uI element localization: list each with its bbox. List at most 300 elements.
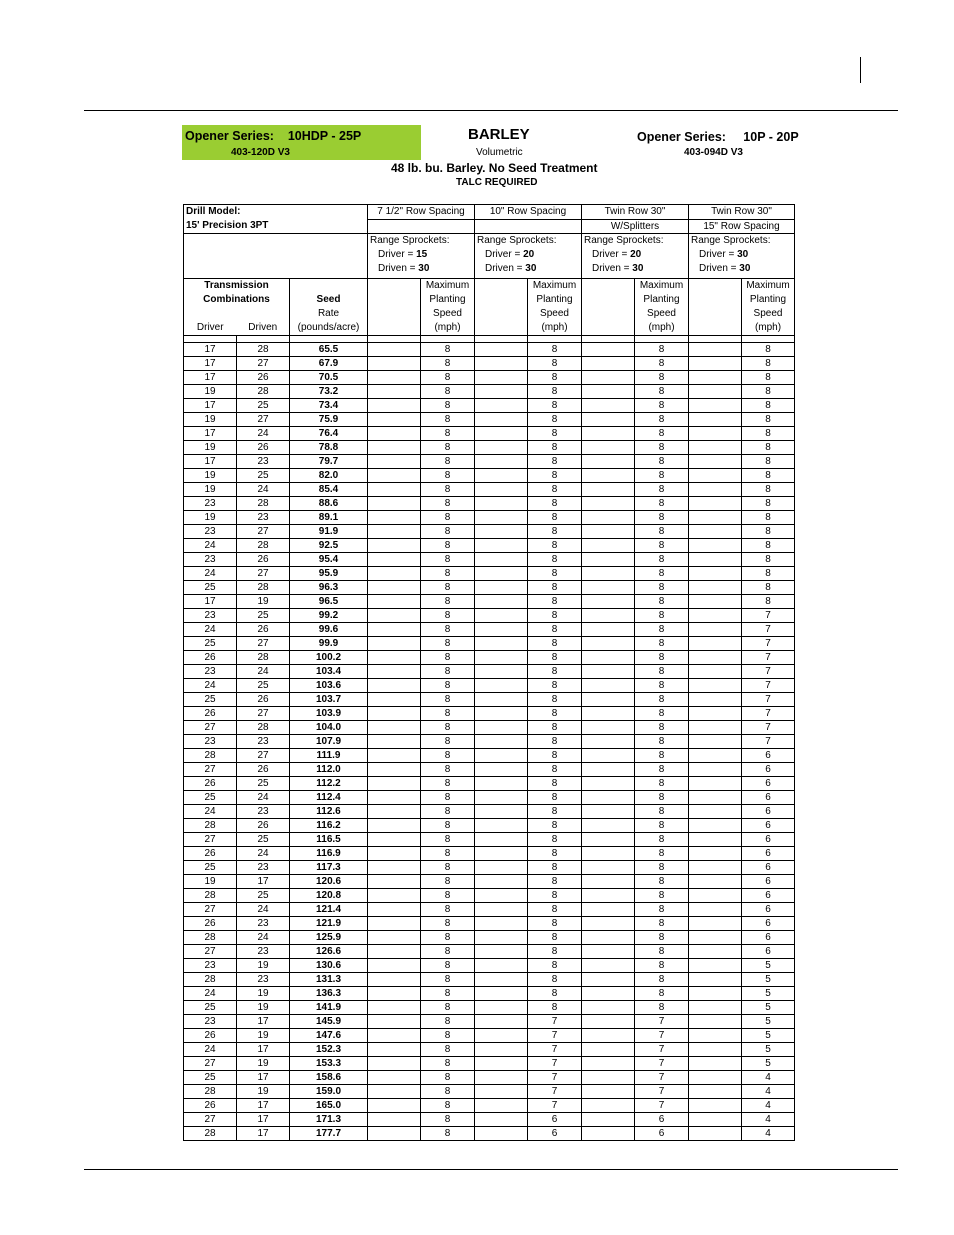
driver-cell: 28 <box>184 931 237 945</box>
blank-cell <box>689 1071 742 1085</box>
blank-cell <box>582 1127 635 1141</box>
blank-cell <box>582 1029 635 1043</box>
blank-cell <box>582 973 635 987</box>
blank-cell <box>689 833 742 847</box>
driver-cell: 25 <box>184 1001 237 1015</box>
blank-cell <box>582 497 635 511</box>
seed-rate-cell: 120.6 <box>290 875 368 889</box>
blank-cell <box>368 651 421 665</box>
max-speed-cell: 8 <box>421 581 475 595</box>
max-speed-cell: 6 <box>635 1113 689 1127</box>
driver-cell: 26 <box>184 707 237 721</box>
driven-cell: 26 <box>237 441 290 455</box>
max-speed-cell: 5 <box>742 1015 795 1029</box>
table-row <box>184 735 795 749</box>
max-speed-cell: 4 <box>742 1099 795 1113</box>
opener-series-left-box <box>182 125 421 160</box>
max-speed-cell: 6 <box>742 945 795 959</box>
blank-cell <box>475 805 528 819</box>
table-row <box>184 427 795 441</box>
table-row <box>184 553 795 567</box>
max-speed-cell: 8 <box>528 861 582 875</box>
max-speed-cell: 8 <box>742 441 795 455</box>
blank-cell <box>475 679 528 693</box>
blank-cell <box>475 455 528 469</box>
spacing-2-title: 10" Row Spacing <box>475 205 582 220</box>
max-speed-cell: 8 <box>421 1057 475 1071</box>
seed-rate-cell: 125.9 <box>290 931 368 945</box>
max-speed-cell: 8 <box>528 455 582 469</box>
driver-cell: 25 <box>184 1071 237 1085</box>
blank-cell <box>475 539 528 553</box>
talc-note: TALC REQUIRED <box>456 177 538 188</box>
blank-header-2 <box>475 279 528 336</box>
driven-cell: 28 <box>237 497 290 511</box>
driver-cell: 24 <box>184 567 237 581</box>
max-speed-header-line3: Speed <box>540 308 569 319</box>
seed-rate-cell: 130.6 <box>290 959 368 973</box>
blank-cell <box>689 791 742 805</box>
blank-cell <box>475 469 528 483</box>
blank-cell <box>368 637 421 651</box>
driver-cell: 28 <box>184 889 237 903</box>
opener-series-left-code: 403-120D V3 <box>231 147 290 158</box>
seed-rate-cell: 171.3 <box>290 1113 368 1127</box>
driver-cell: 25 <box>184 581 237 595</box>
blank-cell <box>475 861 528 875</box>
blank-cell <box>475 987 528 1001</box>
blank-cell <box>582 609 635 623</box>
spacer-cell <box>290 336 368 343</box>
driven-cell: 19 <box>237 1029 290 1043</box>
max-speed-cell: 8 <box>635 399 689 413</box>
max-speed-cell: 8 <box>421 525 475 539</box>
spacing-4-subtitle: 15" Row Spacing <box>689 219 795 234</box>
spacing-1-driven <box>368 262 474 276</box>
max-speed-cell: 8 <box>421 427 475 441</box>
seed-rate-cell: 75.9 <box>290 413 368 427</box>
blank-cell <box>689 721 742 735</box>
driven-label: Driven = <box>378 263 419 274</box>
blank-cell <box>689 623 742 637</box>
blank-cell <box>689 763 742 777</box>
blank-cell <box>368 609 421 623</box>
seed-rate-rows <box>184 343 795 1141</box>
max-speed-cell: 7 <box>742 707 795 721</box>
blank-cell <box>475 945 528 959</box>
blank-cell <box>582 413 635 427</box>
max-speed-header-line2: Planting <box>429 294 466 305</box>
driven-cell: 25 <box>237 833 290 847</box>
blank-cell <box>582 483 635 497</box>
max-speed-cell: 8 <box>635 581 689 595</box>
blank-cell <box>582 707 635 721</box>
max-speed-cell: 8 <box>528 581 582 595</box>
blank-cell <box>475 609 528 623</box>
max-speed-cell: 8 <box>742 497 795 511</box>
max-speed-cell: 8 <box>421 959 475 973</box>
max-speed-cell: 8 <box>421 875 475 889</box>
table-row <box>184 455 795 469</box>
driver-label: Driver = <box>378 249 417 260</box>
driver-cell: 17 <box>184 357 237 371</box>
blank-cell <box>368 1057 421 1071</box>
seed-rate-cell: 73.4 <box>290 399 368 413</box>
max-speed-cell: 8 <box>528 791 582 805</box>
table-row <box>184 721 795 735</box>
driver-cell: 25 <box>184 637 237 651</box>
spacer-cell <box>475 336 528 343</box>
blank-cell <box>689 595 742 609</box>
blank-cell <box>368 749 421 763</box>
blank-cell <box>582 889 635 903</box>
max-speed-cell: 8 <box>742 469 795 483</box>
max-speed-header-line2: Planting <box>643 294 680 305</box>
table-row <box>184 637 795 651</box>
blank-cell <box>368 791 421 805</box>
driven-cell: 27 <box>237 413 290 427</box>
max-speed-cell: 8 <box>421 399 475 413</box>
max-speed-header-line4: (mph) <box>648 322 675 333</box>
blank-cell <box>689 875 742 889</box>
driven-cell: 19 <box>237 1001 290 1015</box>
blank-cell <box>368 399 421 413</box>
blank-cell <box>368 1001 421 1015</box>
blank-cell <box>475 875 528 889</box>
blank-cell <box>475 623 528 637</box>
max-speed-cell: 6 <box>742 917 795 931</box>
max-speed-cell: 8 <box>635 427 689 441</box>
blank-cell <box>475 357 528 371</box>
seed-rate-cell: 95.9 <box>290 567 368 581</box>
blank-cell <box>689 1001 742 1015</box>
max-speed-cell: 8 <box>635 651 689 665</box>
blank-cell <box>582 567 635 581</box>
max-speed-cell: 7 <box>635 1043 689 1057</box>
driven-cell: 27 <box>237 567 290 581</box>
max-speed-cell: 8 <box>528 651 582 665</box>
table-row <box>184 931 795 945</box>
driven-cell: 26 <box>237 371 290 385</box>
blank-cell <box>582 525 635 539</box>
blank-cell <box>689 469 742 483</box>
blank-cell <box>689 581 742 595</box>
driver-cell: 26 <box>184 1099 237 1113</box>
blank-cell <box>582 931 635 945</box>
driver-cell: 19 <box>184 875 237 889</box>
table-row <box>184 1057 795 1071</box>
driver-cell: 19 <box>184 483 237 497</box>
blank-cell <box>582 693 635 707</box>
driven-cell: 17 <box>237 1113 290 1127</box>
transmission-header-line1: Transmission <box>204 280 269 291</box>
blank-cell <box>582 875 635 889</box>
driven-cell: 25 <box>237 679 290 693</box>
seed-rate-cell: 99.9 <box>290 637 368 651</box>
blank-cell <box>475 1127 528 1141</box>
max-speed-cell: 8 <box>528 665 582 679</box>
max-speed-cell: 8 <box>528 707 582 721</box>
max-speed-cell: 8 <box>421 553 475 567</box>
table-row <box>184 1127 795 1141</box>
max-speed-header-line4: (mph) <box>434 322 461 333</box>
driver-cell: 28 <box>184 1127 237 1141</box>
max-speed-cell: 8 <box>528 959 582 973</box>
blank-cell <box>582 595 635 609</box>
blank-cell <box>368 735 421 749</box>
blank-cell <box>689 1029 742 1043</box>
blank-cell <box>582 791 635 805</box>
driver-label: Driver = <box>699 249 738 260</box>
blank-cell <box>475 595 528 609</box>
max-speed-cell: 8 <box>528 917 582 931</box>
blank-cell <box>475 959 528 973</box>
max-speed-cell: 8 <box>635 903 689 917</box>
blank-cell <box>368 1015 421 1029</box>
driver-cell: 27 <box>184 1057 237 1071</box>
max-speed-cell: 8 <box>528 525 582 539</box>
blank-cell <box>368 469 421 483</box>
seed-rate-cell: 76.4 <box>290 427 368 441</box>
blank-cell <box>368 889 421 903</box>
blank-cell <box>582 987 635 1001</box>
blank-cell <box>582 945 635 959</box>
table-row <box>184 623 795 637</box>
table-row <box>184 987 795 1001</box>
max-speed-cell: 8 <box>635 819 689 833</box>
max-speed-cell: 8 <box>421 931 475 945</box>
blank-cell <box>368 1085 421 1099</box>
spacer-cell <box>528 336 582 343</box>
seed-rate-cell: 120.8 <box>290 889 368 903</box>
seed-rate-cell: 117.3 <box>290 861 368 875</box>
max-speed-cell: 6 <box>742 819 795 833</box>
max-speed-cell: 8 <box>421 357 475 371</box>
blank-cell <box>582 539 635 553</box>
driver-cell: 19 <box>184 511 237 525</box>
driver-cell: 19 <box>184 385 237 399</box>
spacing-2-subtitle <box>475 219 582 234</box>
driver-cell: 26 <box>184 651 237 665</box>
table-row <box>184 469 795 483</box>
table-row <box>184 833 795 847</box>
blank-cell <box>475 581 528 595</box>
blank-cell <box>689 987 742 1001</box>
max-speed-header-line2: Planting <box>536 294 573 305</box>
metering-method: Volumetric <box>476 147 523 158</box>
table-row <box>184 1099 795 1113</box>
table-row <box>184 665 795 679</box>
max-speed-cell: 8 <box>635 595 689 609</box>
max-speed-header-4 <box>742 279 795 336</box>
max-speed-cell: 5 <box>742 1043 795 1057</box>
table-row <box>184 581 795 595</box>
blank-cell <box>689 931 742 945</box>
seed-rate-cell: 67.9 <box>290 357 368 371</box>
max-speed-cell: 8 <box>421 693 475 707</box>
max-speed-cell: 8 <box>528 735 582 749</box>
opener-series-right-title: Opener Series: 10P - 20P <box>637 130 799 144</box>
blank-cell <box>475 497 528 511</box>
max-speed-cell: 8 <box>421 1001 475 1015</box>
max-speed-cell: 7 <box>635 1085 689 1099</box>
blank-cell <box>475 735 528 749</box>
max-speed-cell: 8 <box>421 819 475 833</box>
max-speed-cell: 8 <box>635 833 689 847</box>
seed-rate-header-line3: (pounds/acre) <box>297 322 360 333</box>
max-speed-cell: 6 <box>742 889 795 903</box>
driven-cell: 28 <box>237 343 290 357</box>
max-speed-cell: 7 <box>528 1085 582 1099</box>
table-row <box>184 693 795 707</box>
driven-cell: 27 <box>237 525 290 539</box>
blank-cell <box>475 777 528 791</box>
table-row <box>184 917 795 931</box>
blank-cell <box>689 553 742 567</box>
blank-cell <box>689 1085 742 1099</box>
max-speed-cell: 8 <box>635 343 689 357</box>
max-speed-cell: 6 <box>528 1113 582 1127</box>
blank-cell <box>368 357 421 371</box>
max-speed-cell: 8 <box>528 819 582 833</box>
driven-value: 30 <box>525 263 537 274</box>
max-speed-cell: 8 <box>528 623 582 637</box>
max-speed-header-line4: (mph) <box>541 322 568 333</box>
max-speed-cell: 8 <box>635 497 689 511</box>
table-row <box>184 861 795 875</box>
max-speed-cell: 8 <box>421 889 475 903</box>
opener-series-left-title: Opener Series: 10HDP - 25P <box>185 129 362 143</box>
max-speed-cell: 4 <box>742 1071 795 1085</box>
max-speed-cell: 8 <box>528 931 582 945</box>
max-speed-cell: 8 <box>635 707 689 721</box>
max-speed-header-line4: (mph) <box>754 322 782 333</box>
blank-cell <box>582 441 635 455</box>
header-vertical-rule <box>860 57 861 83</box>
blank-cell <box>582 455 635 469</box>
table-row <box>184 1085 795 1099</box>
max-speed-cell: 8 <box>421 749 475 763</box>
driver-cell: 28 <box>184 973 237 987</box>
driven-cell: 17 <box>237 1099 290 1113</box>
max-speed-cell: 8 <box>421 385 475 399</box>
max-speed-cell: 8 <box>421 735 475 749</box>
max-speed-cell: 7 <box>635 1057 689 1071</box>
driven-cell: 25 <box>237 889 290 903</box>
driver-cell: 25 <box>184 791 237 805</box>
seed-rate-cell: 131.3 <box>290 973 368 987</box>
seed-rate-cell: 103.9 <box>290 707 368 721</box>
max-speed-cell: 5 <box>742 987 795 1001</box>
driver-cell: 24 <box>184 1043 237 1057</box>
max-speed-cell: 8 <box>528 1001 582 1015</box>
driver-cell: 25 <box>184 693 237 707</box>
max-speed-cell: 8 <box>635 805 689 819</box>
blank-cell <box>368 483 421 497</box>
max-speed-cell: 6 <box>742 763 795 777</box>
driver-cell: 23 <box>184 497 237 511</box>
max-speed-header-line1: Maximum <box>425 280 470 291</box>
blank-cell <box>368 371 421 385</box>
blank-cell <box>368 847 421 861</box>
max-speed-cell: 8 <box>635 623 689 637</box>
max-speed-cell: 8 <box>635 945 689 959</box>
crop-title: BARLEY <box>468 126 530 143</box>
table-row <box>184 791 795 805</box>
seed-rate-cell: 65.5 <box>290 343 368 357</box>
blank-cell <box>368 721 421 735</box>
table-row <box>184 777 795 791</box>
driver-cell: 17 <box>184 399 237 413</box>
blank-header-4 <box>689 279 742 336</box>
table-row <box>184 595 795 609</box>
driven-cell: 23 <box>237 735 290 749</box>
blank-cell <box>475 707 528 721</box>
max-speed-cell: 8 <box>421 1127 475 1141</box>
blank-cell <box>582 749 635 763</box>
driver-cell: 26 <box>184 1029 237 1043</box>
spacing-3-driven <box>582 262 688 276</box>
driven-cell: 27 <box>237 357 290 371</box>
max-speed-cell: 7 <box>742 693 795 707</box>
blank-cell <box>475 665 528 679</box>
blank-cell <box>368 525 421 539</box>
blank-cell <box>582 777 635 791</box>
max-speed-cell: 8 <box>528 371 582 385</box>
seed-rate-cell: 153.3 <box>290 1057 368 1071</box>
max-speed-cell: 6 <box>528 1127 582 1141</box>
blank-cell <box>582 763 635 777</box>
blank-cell <box>689 343 742 357</box>
blank-cell <box>689 539 742 553</box>
driven-cell: 24 <box>237 791 290 805</box>
max-speed-cell: 8 <box>635 483 689 497</box>
blank-cell <box>475 847 528 861</box>
max-speed-cell: 7 <box>635 1071 689 1085</box>
max-speed-cell: 6 <box>742 791 795 805</box>
max-speed-cell: 8 <box>742 357 795 371</box>
max-speed-cell: 8 <box>528 679 582 693</box>
max-speed-header-3 <box>635 279 689 336</box>
seed-rate-cell: 99.6 <box>290 623 368 637</box>
spacing-4-sprockets <box>689 234 795 279</box>
blank-cell <box>582 833 635 847</box>
blank-cell <box>689 525 742 539</box>
blank-cell <box>368 1113 421 1127</box>
max-speed-cell: 8 <box>421 483 475 497</box>
blank-cell <box>475 903 528 917</box>
max-speed-cell: 8 <box>421 777 475 791</box>
max-speed-cell: 7 <box>528 1057 582 1071</box>
max-speed-cell: 8 <box>421 539 475 553</box>
driver-cell: 27 <box>184 833 237 847</box>
max-speed-cell: 8 <box>421 1029 475 1043</box>
driver-cell: 17 <box>184 371 237 385</box>
blank-cell <box>582 1001 635 1015</box>
max-speed-cell: 8 <box>421 763 475 777</box>
blank-cell <box>368 707 421 721</box>
max-speed-cell: 5 <box>742 973 795 987</box>
spacer-cell <box>635 336 689 343</box>
max-speed-cell: 6 <box>635 1127 689 1141</box>
max-speed-cell: 8 <box>742 511 795 525</box>
max-speed-cell: 8 <box>635 609 689 623</box>
table-row <box>184 1071 795 1085</box>
blank-cell <box>475 791 528 805</box>
blank-cell <box>475 833 528 847</box>
blank-cell <box>689 679 742 693</box>
seed-rate-cell: 89.1 <box>290 511 368 525</box>
